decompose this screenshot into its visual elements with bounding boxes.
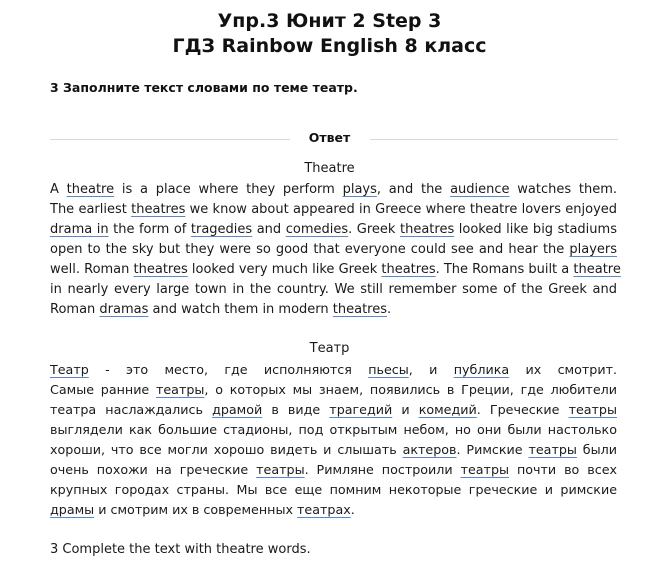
keyword: комедий [418, 402, 477, 417]
keyword: comedies [285, 222, 349, 237]
keyword: tragedies [190, 222, 253, 237]
text-fragment: были [576, 442, 617, 457]
keyword: dramas [99, 302, 149, 317]
keyword: драмой [212, 402, 263, 417]
keyword: театры [568, 402, 617, 417]
page-title-line1: Упр.3 Юнит 2 Step 3 [217, 10, 442, 32]
text-fragment: очень похожи на греческие [50, 462, 257, 477]
keyword: актеров [402, 442, 457, 457]
english-paragraph [50, 180, 621, 320]
keyword: театры [256, 462, 305, 477]
text-fragment: . Greek [348, 222, 400, 237]
text-line [50, 480, 617, 500]
text-fragment: . [387, 302, 392, 317]
text-line [50, 500, 617, 520]
text-line [50, 280, 617, 300]
english-text-title: Theatre [304, 161, 355, 176]
text-fragment: in nearly every large town in the country. We still remember some of the Greek and [50, 282, 617, 297]
text-line [50, 460, 617, 480]
text-fragment: Roman [50, 302, 100, 317]
text-fragment: the form of [108, 222, 191, 237]
text-fragment: и [392, 402, 419, 417]
text-fragment: The earliest [50, 202, 132, 217]
text-fragment: в виде [262, 402, 330, 417]
text-line [50, 180, 617, 200]
text-fragment: is a place where they perform [114, 182, 343, 197]
russian-paragraph [50, 360, 617, 520]
keyword: theatres [131, 202, 186, 217]
text-line [50, 200, 617, 220]
exercise-caption: 3 Complete the text with theatre words. [50, 542, 311, 557]
text-fragment: театра наслаждались [50, 402, 213, 417]
text-line [50, 300, 617, 320]
keyword: theatres [133, 262, 188, 277]
keyword: theatre [573, 262, 621, 277]
keyword: drama in [50, 222, 109, 237]
text-line [50, 360, 617, 380]
keyword: audience [450, 182, 510, 197]
text-fragment: почти во всех [509, 462, 618, 477]
text-fragment: , and the [376, 182, 451, 197]
text-line [50, 440, 617, 460]
text-fragment: looked very much like Greek [187, 262, 382, 277]
keyword: players [569, 242, 617, 257]
text-fragment: looked like big stadiums [454, 222, 617, 237]
text-fragment: open to the sky but they were so good that everyone could see and hear the [50, 242, 570, 257]
keyword: театры [155, 382, 205, 397]
russian-text-title: Театр [309, 341, 350, 356]
text-fragment: , о которых мы знаем, появились в Греции, где любители [204, 382, 617, 397]
keyword: трагедий [329, 402, 393, 417]
text-fragment: и смотрим их в современных [94, 502, 298, 517]
text-fragment: we know about appeared in Greece where theatre lovers enjoyed [185, 202, 618, 217]
keyword: theatres [381, 262, 436, 277]
text-fragment: Самые ранние [50, 382, 156, 397]
keyword: theatres [399, 222, 455, 237]
keyword: драмы [50, 502, 95, 517]
answer-label: Ответ [308, 130, 351, 145]
text-fragment: . Римские [456, 442, 529, 457]
text-fragment: . Греческие [476, 402, 569, 417]
text-fragment: and [252, 222, 286, 237]
text-line [50, 260, 621, 280]
text-line [50, 420, 617, 440]
task-instruction: 3 Заполните текст словами по теме театр. [50, 80, 358, 95]
text-fragment: and watch them in modern [148, 302, 333, 317]
text-line [50, 240, 617, 260]
text-fragment: выглядели как большие стадионы, под открытым небом, но они были настолько [50, 422, 617, 437]
page-title-line2: ГДЗ Rainbow English 8 класс [172, 35, 487, 57]
text-fragment: , и [408, 362, 454, 377]
text-fragment: . Римляне построили [304, 462, 461, 477]
keyword: plays [342, 182, 377, 197]
keyword: пьесы [368, 362, 409, 377]
text-fragment: . [350, 502, 355, 517]
keyword: публика [453, 362, 510, 377]
text-fragment: хороши, что все могли хорошо видеть и слышать [50, 442, 403, 457]
text-fragment: крупных городах страны. Мы все еще помним некоторые греческие и римские [50, 482, 617, 497]
text-line [50, 380, 617, 400]
text-line [50, 220, 617, 240]
text-fragment: . The Romans built a [435, 262, 574, 277]
keyword: театры [528, 442, 577, 457]
keyword: Театр [50, 362, 89, 377]
text-line [50, 400, 617, 420]
text-fragment: watches them. [509, 182, 618, 197]
keyword: театры [460, 462, 510, 477]
keyword: театрах [297, 502, 351, 517]
keyword: theatres [332, 302, 388, 317]
keyword: theatre [66, 182, 115, 197]
text-fragment: well. Roman [50, 262, 134, 277]
text-fragment: A [50, 182, 67, 197]
text-fragment: их смотрит. [509, 362, 617, 377]
text-fragment: - это место, где исполняются [88, 362, 369, 377]
